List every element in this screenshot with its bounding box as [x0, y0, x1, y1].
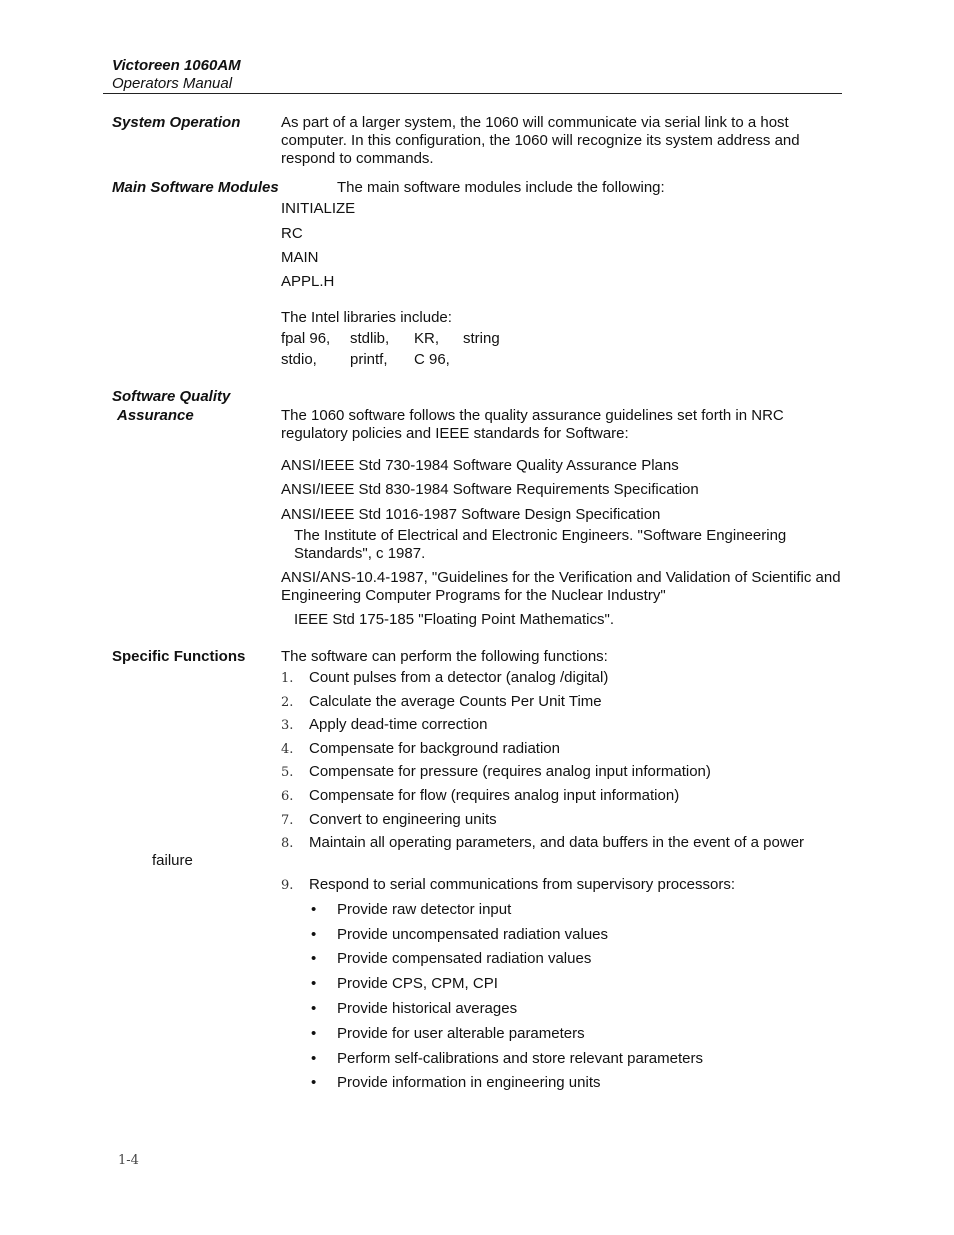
- sqa-ans-reference: ANSI/ANS-10.4-1987, "Guidelines for the Verification and Validation of Scientific and Engineering Computer Programs for the Nuclear Industry": [281, 569, 841, 604]
- function-item: Convert to engineering units: [309, 811, 497, 828]
- sqa-ieee-175: IEEE Std 175-185 "Floating Point Mathematics".: [294, 611, 614, 628]
- library-item: stdio,: [281, 351, 317, 368]
- bullet-item: Provide raw detector input: [337, 901, 512, 918]
- bullet-icon: •: [311, 1050, 317, 1067]
- section-label-sqa-line2: Assurance: [117, 407, 194, 424]
- bullet-icon: •: [311, 1025, 317, 1042]
- document-subtitle: Operators Manual: [112, 75, 233, 92]
- function-item: Maintain all operating parameters, and data buffers in the event of a power: [309, 834, 805, 851]
- main-modules-intro: The main software modules include the following:: [337, 179, 665, 196]
- bullet-icon: •: [311, 1074, 317, 1091]
- bullet-icon: •: [311, 926, 317, 943]
- function-number: 8.: [281, 836, 294, 851]
- function-number: 9.: [281, 878, 294, 893]
- bullet-item: Provide compensated radiation values: [337, 950, 592, 967]
- bullet-icon: •: [311, 1000, 317, 1017]
- library-item: stdlib,: [350, 330, 390, 347]
- section-label-specific-functions: Specific Functions: [112, 648, 246, 665]
- section-label-sqa-line1: Software Quality: [112, 388, 231, 405]
- bullet-item: Provide historical averages: [337, 1000, 518, 1017]
- module-item: MAIN: [281, 249, 319, 266]
- function-item-continuation: failure: [152, 852, 193, 869]
- section-label-system-operation: System Operation: [112, 114, 241, 131]
- sqa-ieee-reference: The Institute of Electrical and Electronic Engineers. "Software Engineering Standards", c 1987.: [294, 527, 787, 562]
- library-item: C 96,: [414, 351, 450, 368]
- bullet-item: Perform self-calibrations and store relevant parameters: [337, 1050, 703, 1067]
- sqa-standard: ANSI/IEEE Std 1016-1987 Software Design Specification: [281, 506, 661, 523]
- document-title: Victoreen 1060AM: [112, 57, 241, 74]
- page-number: 1-4: [118, 1153, 139, 1168]
- header-divider: [103, 93, 842, 94]
- module-item: APPL.H: [281, 273, 335, 290]
- module-item: INITIALIZE: [281, 200, 356, 217]
- function-item: Count pulses from a detector (analog /digital): [309, 669, 609, 686]
- function-number: 2.: [281, 695, 294, 710]
- section-label-main-modules: Main Software Modules: [112, 179, 279, 196]
- libraries-intro: The Intel libraries include:: [281, 309, 452, 326]
- bullet-item: Provide information in engineering units: [337, 1074, 601, 1091]
- function-number: 5.: [281, 765, 294, 780]
- sqa-intro: The 1060 software follows the quality assurance guidelines set forth in NRC regulatory policies and IEEE standards for Software:: [281, 407, 784, 442]
- sqa-standard: ANSI/IEEE Std 830-1984 Software Requirements Specification: [281, 481, 699, 498]
- bullet-icon: •: [311, 901, 317, 918]
- bullet-icon: •: [311, 950, 317, 967]
- function-item: Apply dead-time correction: [309, 716, 488, 733]
- function-number: 1.: [281, 671, 294, 686]
- sqa-standard: ANSI/IEEE Std 730-1984 Software Quality Assurance Plans: [281, 457, 679, 474]
- library-item: printf,: [350, 351, 388, 368]
- bullet-item: Provide for user alterable parameters: [337, 1025, 585, 1042]
- library-item: fpal 96,: [281, 330, 331, 347]
- function-item: Calculate the average Counts Per Unit Time: [309, 693, 602, 710]
- function-number: 3.: [281, 718, 294, 733]
- function-number: 4.: [281, 742, 294, 757]
- functions-intro: The software can perform the following functions:: [281, 648, 608, 665]
- bullet-icon: •: [311, 975, 317, 992]
- function-number: 7.: [281, 813, 294, 828]
- function-item: Respond to serial communications from supervisory processors:: [309, 876, 735, 893]
- module-item: RC: [281, 225, 303, 242]
- function-item: Compensate for pressure (requires analog input information): [309, 763, 711, 780]
- library-item: string: [463, 330, 500, 347]
- function-item: Compensate for flow (requires analog input information): [309, 787, 680, 804]
- system-operation-text: As part of a larger system, the 1060 will communicate via serial link to a host computer. In this configuration, the 1060 will recognize its system address and respond to commands.: [281, 114, 800, 167]
- bullet-item: Provide uncompensated radiation values: [337, 926, 609, 943]
- function-number: 6.: [281, 789, 294, 804]
- library-item: KR,: [414, 330, 440, 347]
- function-item: Compensate for background radiation: [309, 740, 560, 757]
- bullet-item: Provide CPS, CPM, CPI: [337, 975, 498, 992]
